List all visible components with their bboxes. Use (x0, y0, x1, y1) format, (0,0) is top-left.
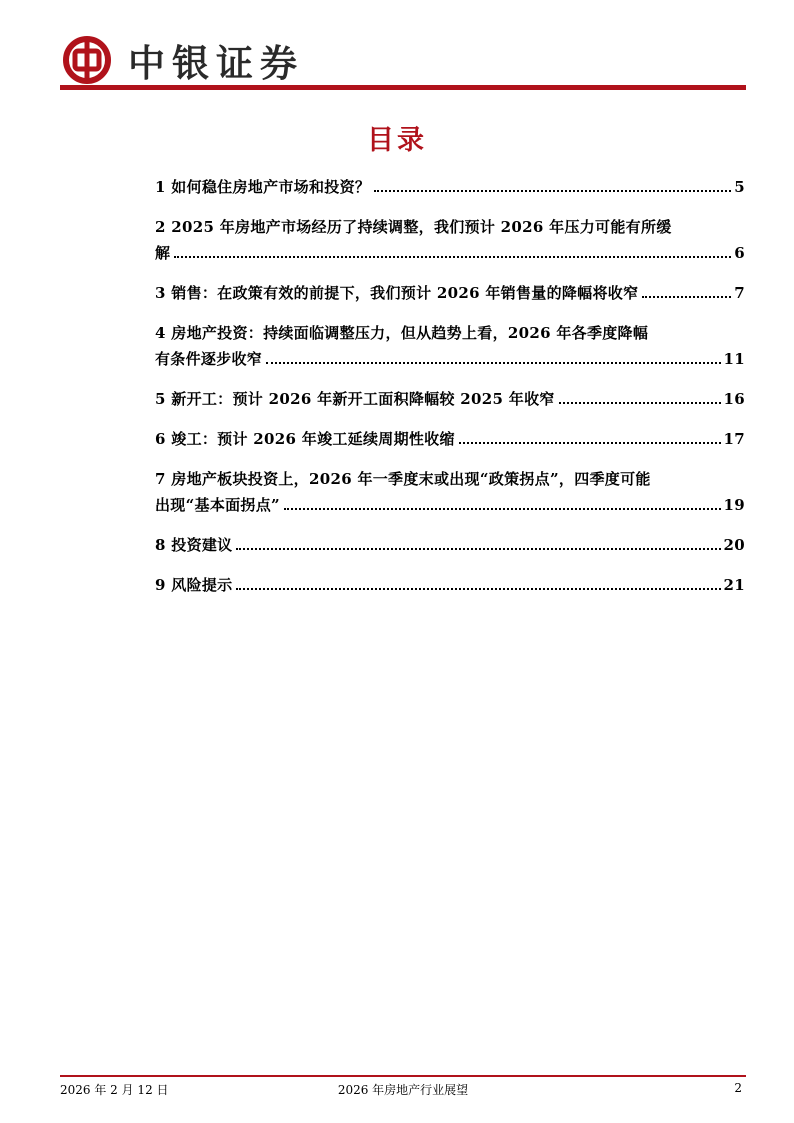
toc-entry[interactable] (155, 214, 745, 266)
footer-page-number: 2 (734, 1081, 742, 1095)
toc-entry-title-text: 投资建议 (171, 536, 233, 554)
toc-entry-title-text: 竣工：预计 2026 年竣工延续周期性收缩 (171, 430, 455, 448)
toc-entry-number: 2 (155, 218, 166, 236)
toc-entry-title-text: 房地产板块投资上，2026 年一季度末或出现“政策拐点”，四季度可能 (171, 470, 651, 488)
toc-entry-leader-line (155, 532, 745, 558)
header-divider (60, 85, 746, 90)
toc-entry[interactable] (155, 426, 745, 452)
toc-entry-number: 8 (155, 536, 166, 554)
toc-entry-leader-line (155, 492, 745, 518)
toc-entry-title-text: 解 (155, 244, 171, 262)
toc-page-number: 17 (723, 430, 745, 448)
bank-of-china-logo-icon (62, 35, 112, 85)
toc-entry-title-wrap (155, 386, 555, 412)
toc-dot-leader (236, 588, 720, 590)
toc-entry-leader-line (155, 240, 745, 266)
toc-entry-number: 1 (155, 178, 166, 196)
toc-dot-leader (236, 548, 720, 550)
toc-dot-leader (266, 362, 720, 364)
toc-dot-leader (284, 508, 721, 510)
toc-page-number: 11 (723, 350, 745, 368)
toc-entry[interactable] (155, 466, 745, 518)
toc-entry-title-text: 销售：在政策有效的前提下，我们预计 2026 年销售量的降幅将收窄 (171, 284, 639, 302)
toc-entry-title-text: 如何稳住房地产市场和投资？ (171, 178, 371, 196)
toc-entry-title-wrap (155, 532, 232, 558)
toc-entry-title-text: 2025 年房地产市场经历了持续调整，我们预计 2026 年压力可能有所缓 (171, 218, 672, 236)
toc-entry[interactable] (155, 386, 745, 412)
footer-doc-title: 2026 年房地产行业展望 (337, 1083, 469, 1097)
toc-entry-title-text: 房地产投资：持续面临调整压力，但从趋势上看，2026 年各季度降幅 (171, 324, 649, 342)
toc-page-number: 5 (734, 178, 745, 196)
toc-entry[interactable] (155, 532, 745, 558)
toc-page-number: 7 (734, 284, 745, 302)
toc-page-number: 19 (723, 496, 745, 514)
toc-entry-title-line (155, 320, 745, 346)
toc-entry-number: 7 (155, 470, 166, 488)
toc-dot-leader (374, 190, 731, 192)
toc-entry-number: 3 (155, 284, 166, 302)
table-of-contents (155, 174, 745, 612)
toc-entry-title-text: 有条件逐步收窄 (155, 350, 263, 368)
toc-dot-leader (559, 402, 721, 404)
toc-entry-title-text: 风险提示 (171, 576, 233, 594)
toc-entry-title-wrap (155, 174, 370, 200)
toc-dot-leader (642, 296, 731, 298)
toc-dot-leader (459, 442, 721, 444)
toc-entry-leader-line (155, 346, 745, 372)
toc-entry-leader-line (155, 426, 745, 452)
toc-entry-number: 9 (155, 576, 166, 594)
toc-entry-title-wrap (155, 492, 280, 518)
toc-entry-title-line (155, 214, 745, 240)
brand-name: 中银证券 (128, 42, 304, 85)
toc-entry-title-wrap (155, 280, 638, 306)
toc-entry-title-text: 出现“基本面拐点” (155, 496, 280, 514)
toc-entry-title-text: 新开工：预计 2026 年新开工面积降幅较 2025 年收窄 (171, 390, 555, 408)
page-header (60, 30, 746, 92)
toc-entry-number: 4 (155, 324, 166, 342)
toc-entry-leader-line (155, 174, 745, 200)
toc-page-number: 21 (723, 576, 745, 594)
toc-entry-title-wrap (155, 426, 455, 452)
footer-divider (60, 1075, 746, 1077)
toc-entry-number: 5 (155, 390, 166, 408)
toc-page-number: 20 (723, 536, 745, 554)
toc-dot-leader (174, 256, 731, 258)
toc-entry-title-line (155, 466, 745, 492)
toc-entry-title-wrap (155, 240, 170, 266)
toc-entry-title-wrap (155, 346, 262, 372)
toc-entry[interactable] (155, 320, 745, 372)
toc-entry-number: 6 (155, 430, 166, 448)
toc-entry[interactable] (155, 572, 745, 598)
toc-entry-title-wrap (155, 572, 232, 598)
toc-entry-leader-line (155, 280, 745, 306)
toc-entry-leader-line (155, 572, 745, 598)
toc-entry[interactable] (155, 280, 745, 306)
page-footer (60, 1081, 746, 1099)
page-title: 目录 (367, 125, 427, 156)
footer-date: 2026 年 2 月 12 日 (60, 1083, 169, 1097)
toc-page-number: 6 (734, 244, 745, 262)
toc-entry[interactable] (155, 174, 745, 200)
toc-page-number: 16 (723, 390, 745, 408)
toc-entry-leader-line (155, 386, 745, 412)
